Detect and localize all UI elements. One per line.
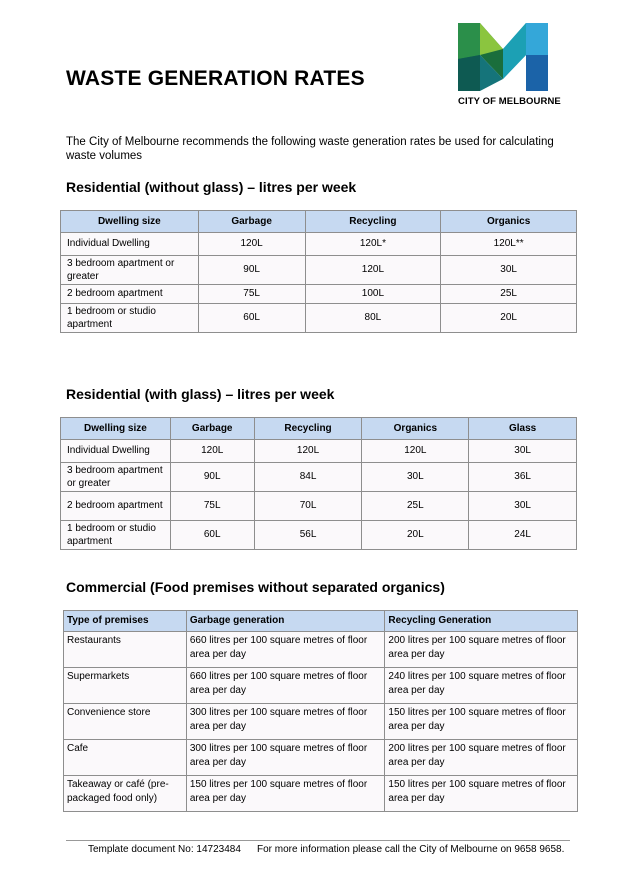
table-cell: 56L (254, 521, 362, 550)
table-row (64, 668, 578, 704)
table-cell: 36L (469, 463, 577, 492)
table-cell: 120L* (305, 233, 441, 256)
table-header-row (61, 418, 577, 440)
table-cell: 100L (305, 285, 441, 304)
table-cell: 120L (362, 440, 469, 463)
table-row (61, 492, 577, 521)
table-cell: 2 bedroom apartment (61, 285, 199, 304)
table-row (61, 233, 577, 256)
column-header: Garbage (170, 418, 254, 440)
table-cell: Supermarkets (64, 668, 187, 704)
table-cell: 120L (305, 256, 441, 285)
table-cell: 660 litres per 100 square metres of floor area per day (186, 632, 385, 668)
column-header: Organics (362, 418, 469, 440)
table-cell: 20L (441, 304, 577, 333)
table-cell: 84L (254, 463, 362, 492)
column-header: Organics (441, 211, 577, 233)
table-header-row (61, 211, 577, 233)
footer-contact-info: For more information please call the City of Melbourne on 9658 9658. (257, 844, 565, 855)
table-row (61, 440, 577, 463)
table-cell: 80L (305, 304, 441, 333)
table-cell: 75L (198, 285, 305, 304)
table-cell: 90L (198, 256, 305, 285)
column-header: Type of premises (64, 611, 187, 632)
table-cell: Restaurants (64, 632, 187, 668)
table-cell: 30L (441, 256, 577, 285)
table-cell: 200 litres per 100 square metres of floor area per day (385, 740, 578, 776)
table-row (64, 776, 578, 812)
table-cell: 3 bedroom apartment or greater (61, 256, 199, 285)
column-header: Garbage generation (186, 611, 385, 632)
column-header: Recycling Generation (385, 611, 578, 632)
table-cell: 120L** (441, 233, 577, 256)
table-cell: 60L (170, 521, 254, 550)
table-header-row (64, 611, 578, 632)
table-cell: Convenience store (64, 704, 187, 740)
table-cell: 300 litres per 100 square metres of floor area per day (186, 704, 385, 740)
table-cell: 240 litres per 100 square metres of floor area per day (385, 668, 578, 704)
table-cell: 75L (170, 492, 254, 521)
section-heading-residential-no-glass: Residential (without glass) – litres per week (66, 179, 357, 195)
column-header: Garbage (198, 211, 305, 233)
residential-without-glass-table (60, 210, 577, 333)
table-row (64, 632, 578, 668)
column-header: Dwelling size (61, 418, 171, 440)
section-heading-commercial: Commercial (Food premises without separated organics) (66, 579, 445, 595)
table-cell: 30L (469, 440, 577, 463)
table-cell: 3 bedroom apartment or greater (61, 463, 171, 492)
table-row (61, 285, 577, 304)
table-cell: 25L (441, 285, 577, 304)
table-cell: 200 litres per 100 square metres of floor area per day (385, 632, 578, 668)
table-cell: Cafe (64, 740, 187, 776)
table-cell: 150 litres per 100 square metres of floor area per day (186, 776, 385, 812)
logo-text: CITY OF MELBOURNE (458, 96, 561, 107)
table-cell: 150 litres per 100 square metres of floor area per day (385, 704, 578, 740)
table-cell: 20L (362, 521, 469, 550)
table-cell: 2 bedroom apartment (61, 492, 171, 521)
column-header: Glass (469, 418, 577, 440)
table-cell: 70L (254, 492, 362, 521)
table-row (61, 463, 577, 492)
table-cell: Takeaway or café (pre-packaged food only) (64, 776, 187, 812)
table-cell: 120L (198, 233, 305, 256)
table-cell: 300 litres per 100 square metres of floor area per day (186, 740, 385, 776)
column-header: Dwelling size (61, 211, 199, 233)
table-cell: 30L (362, 463, 469, 492)
residential-with-glass-table (60, 417, 577, 550)
column-header: Recycling (254, 418, 362, 440)
footer-template-number: Template document No: 14723484 (88, 844, 241, 855)
table-cell: 25L (362, 492, 469, 521)
table-row (61, 521, 577, 550)
table-cell: 24L (469, 521, 577, 550)
table-row (64, 704, 578, 740)
commercial-table (63, 610, 578, 812)
table-cell: 60L (198, 304, 305, 333)
table-cell: 150 litres per 100 square metres of floor area per day (385, 776, 578, 812)
column-header: Recycling (305, 211, 441, 233)
table-row (64, 740, 578, 776)
table-cell: 1 bedroom or studio apartment (61, 304, 199, 333)
table-cell: Individual Dwelling (61, 233, 199, 256)
table-cell: 1 bedroom or studio apartment (61, 521, 171, 550)
table-cell: 90L (170, 463, 254, 492)
intro-text: The City of Melbourne recommends the following waste generation rates be used for calculating waste volumes (66, 136, 554, 162)
table-cell: 120L (254, 440, 362, 463)
table-cell: Individual Dwelling (61, 440, 171, 463)
page-title: WASTE GENERATION RATES (66, 67, 365, 90)
section-heading-residential-glass: Residential (with glass) – litres per week (66, 386, 335, 402)
table-cell: 660 litres per 100 square metres of floor area per day (186, 668, 385, 704)
table-cell: 30L (469, 492, 577, 521)
footer-divider (66, 840, 570, 841)
table-row (61, 304, 577, 333)
table-row (61, 256, 577, 285)
table-cell: 120L (170, 440, 254, 463)
